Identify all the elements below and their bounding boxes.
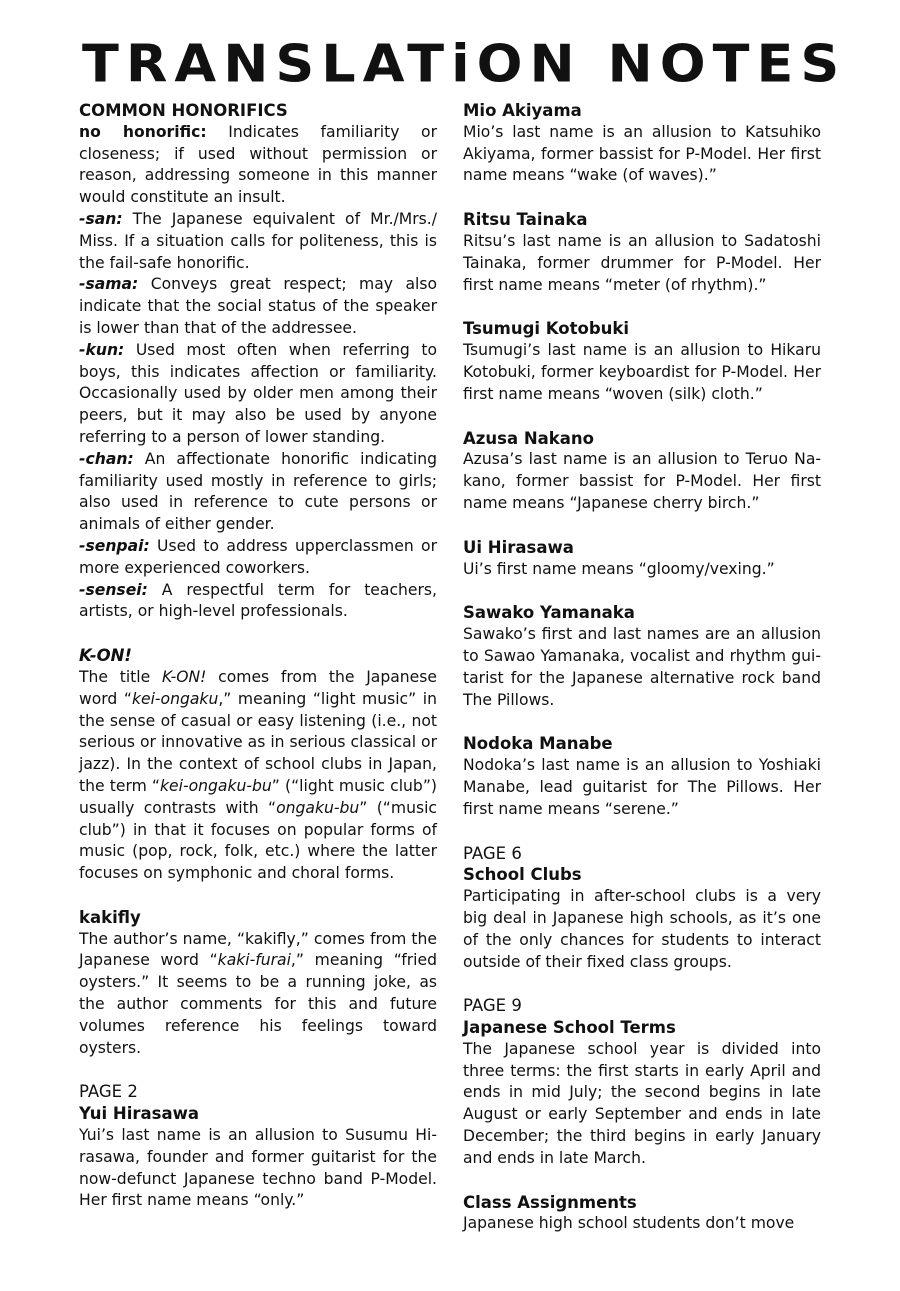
honorific-term: -kun:	[79, 340, 125, 359]
kakifly-text	[79, 929, 437, 1060]
azusa-section	[463, 428, 821, 515]
honorific-text: Conveys great respect; may also indicate that the social status of the speaker is lower than that of the addressee.	[79, 275, 437, 337]
ui-section	[463, 537, 821, 581]
nodoka-heading: Nodoka Manabe	[463, 734, 613, 754]
honorific-term: -sensei:	[79, 580, 148, 599]
kon-heading-text: K-ON!	[79, 646, 132, 666]
school-terms-text: The Japanese school year is divided into three terms: the first starts in early April and ends in mid July; the second begins in late August or early September and ends in late December; the third begins in early January and ends in late March.	[463, 1039, 821, 1167]
nodoka-section	[463, 733, 821, 820]
page-title: TRANSLATiON NOTES	[82, 34, 847, 94]
text-run: ” (“light music club”) usually contrasts with “	[79, 776, 437, 817]
ui-text: Ui’s first name means “gloomy/vexing.”	[463, 559, 775, 578]
azusa-heading: Azusa Nakano	[463, 428, 594, 448]
honorific-item	[79, 580, 437, 624]
text-run-italic: kei-ongaku-bu	[160, 776, 272, 795]
right-column	[463, 100, 821, 1257]
honorific-item	[79, 340, 437, 449]
honorific-item	[79, 122, 437, 209]
tsumugi-section	[463, 318, 821, 405]
text-run: ,” meaning “fried oysters.” It seems to be a running joke, as the author comments for this and future volumes reference his feelings toward oysters.	[79, 951, 437, 1057]
kon-text	[79, 667, 437, 885]
ritsu-section	[463, 209, 821, 296]
page-label: PAGE 6	[463, 843, 522, 863]
honorific-term: -san:	[79, 209, 123, 228]
honorific-item	[79, 449, 437, 536]
yui-heading: Yui Hirasawa	[79, 1104, 199, 1124]
text-run: The title	[79, 667, 162, 686]
honorifics-heading: COMMON HONORIFICS	[79, 101, 288, 120]
honorifics-section	[79, 100, 437, 623]
text-run: The author’s name, “kakifly,” comes from the Japanese word “	[79, 929, 437, 970]
nodoka-text: Nodoka’s last name is an allusion to Yoshiaki Manabe, lead guitarist for The Pillows. Her first name means “serene.”	[463, 756, 821, 818]
honorific-text: Indicates familiarity or closeness; if used without permission or reason, addressing someone in this manner would constitute an insult.	[79, 122, 438, 207]
mio-heading: Mio Akiyama	[463, 101, 582, 120]
honorific-item	[79, 274, 437, 339]
mio-text: Mio’s last name is an allusion to Katsuhiko Akiyama, former bassist for P-Model. Her first name means “wake (of waves).”	[463, 122, 821, 185]
yui-section	[79, 1081, 437, 1212]
honorific-text: An affectionate honorific indicating familiarity used mostly in reference to girls; also used in reference to cute persons or animals of either gender.	[79, 449, 437, 534]
kon-heading	[79, 645, 437, 667]
honorific-text: Used to address upperclassmen or more experienced coworkers.	[79, 536, 437, 577]
sawako-text: Sawako’s first and last names are an allusion to Sawao Yamanaka, vocalist and rhythm gui-tarist for the Japanese alternative rock band The Pillows.	[463, 625, 821, 709]
school-terms-heading: Japanese School Terms	[463, 1018, 676, 1038]
school-terms-section	[463, 995, 821, 1169]
mio-section	[463, 100, 821, 187]
page-label: PAGE 2	[79, 1082, 138, 1102]
tsumugi-heading: Tsumugi Kotobuki	[463, 319, 630, 339]
yui-text: Yui’s last name is an allusion to Susumu Hi-rasawa, founder and former guitarist for the now-defunct Japanese techno band P-Model. Her first name means “only.”	[79, 1126, 437, 1210]
honorific-term: -sama:	[79, 275, 139, 294]
sawako-heading: Sawako Yamanaka	[463, 603, 635, 623]
left-column	[79, 100, 437, 1234]
page-label: PAGE 9	[463, 996, 522, 1016]
class-assignments-section	[463, 1192, 821, 1236]
text-run-italic: K-ON!	[161, 667, 207, 686]
text-run: ” (“music club”) in that it focuses on popular forms of music (pop, rock, folk, etc.) where the latter focuses on symphonic and choral forms.	[79, 798, 437, 883]
text-run-italic: ongaku-bu	[276, 798, 360, 817]
school-clubs-heading: School Clubs	[463, 865, 582, 885]
school-clubs-text: Participating in after-school clubs is a very big deal in Japanese high schools, as it’s one of the only chances for students to interact outside of their fixed class groups.	[463, 887, 821, 971]
sawako-section	[463, 602, 821, 711]
ritsu-heading: Ritsu Tainaka	[463, 210, 588, 230]
honorific-item	[79, 536, 437, 580]
text-run-italic: kei-ongaku	[131, 689, 219, 708]
text-run-italic: kaki-furai	[217, 951, 291, 970]
text-run: comes from the Japanese word “	[79, 667, 437, 708]
school-clubs-section	[463, 843, 821, 974]
class-assignments-heading: Class Assignments	[463, 1192, 637, 1212]
tsumugi-text: Tsumugi’s last name is an allusion to Hikaru Kotobuki, former keyboardist for P-Model. Her first name means “woven (silk) cloth.”	[463, 341, 821, 403]
ritsu-text: Ritsu’s last name is an allusion to Sadatoshi Tainaka, former drummer for P-Model. Her first name means “meter (of rhythm).”	[463, 231, 821, 294]
honorific-term: -senpai:	[79, 536, 150, 555]
kakifly-heading: kakifly	[79, 907, 141, 927]
kon-section	[79, 645, 437, 885]
honorific-term: no honorific:	[79, 122, 207, 141]
honorific-item	[79, 209, 437, 274]
class-assignments-text: Japanese high school students don’t move	[463, 1214, 795, 1233]
honorific-text: A respectful term for teachers, artists, or high-level professionals.	[79, 580, 437, 621]
kakifly-section	[79, 907, 437, 1060]
honorific-text: The Japanese equivalent of Mr./Mrs./ Miss. If a situation calls for politeness, this is the fail-safe honorific.	[79, 209, 437, 272]
honorific-text: Used most often when referring to boys, this indicates affection or familiarity. Occasionally used by older men among their peers, but it may also be used by anyone referring to a person of lower standing.	[79, 340, 437, 446]
azusa-text: Azusa’s last name is an allusion to Teruo Na-kano, former bassist for P-Model. Her first name means “Japanese cherry birch.”	[463, 450, 821, 512]
honorific-term: -chan:	[79, 449, 134, 468]
ui-heading: Ui Hirasawa	[463, 537, 574, 557]
text-run: ,” meaning “light music” in the sense of casual or easy listening (i.e., not serious or innovative as in serious classical or jazz). In the context of school clubs in Japan, the term “	[79, 689, 437, 795]
